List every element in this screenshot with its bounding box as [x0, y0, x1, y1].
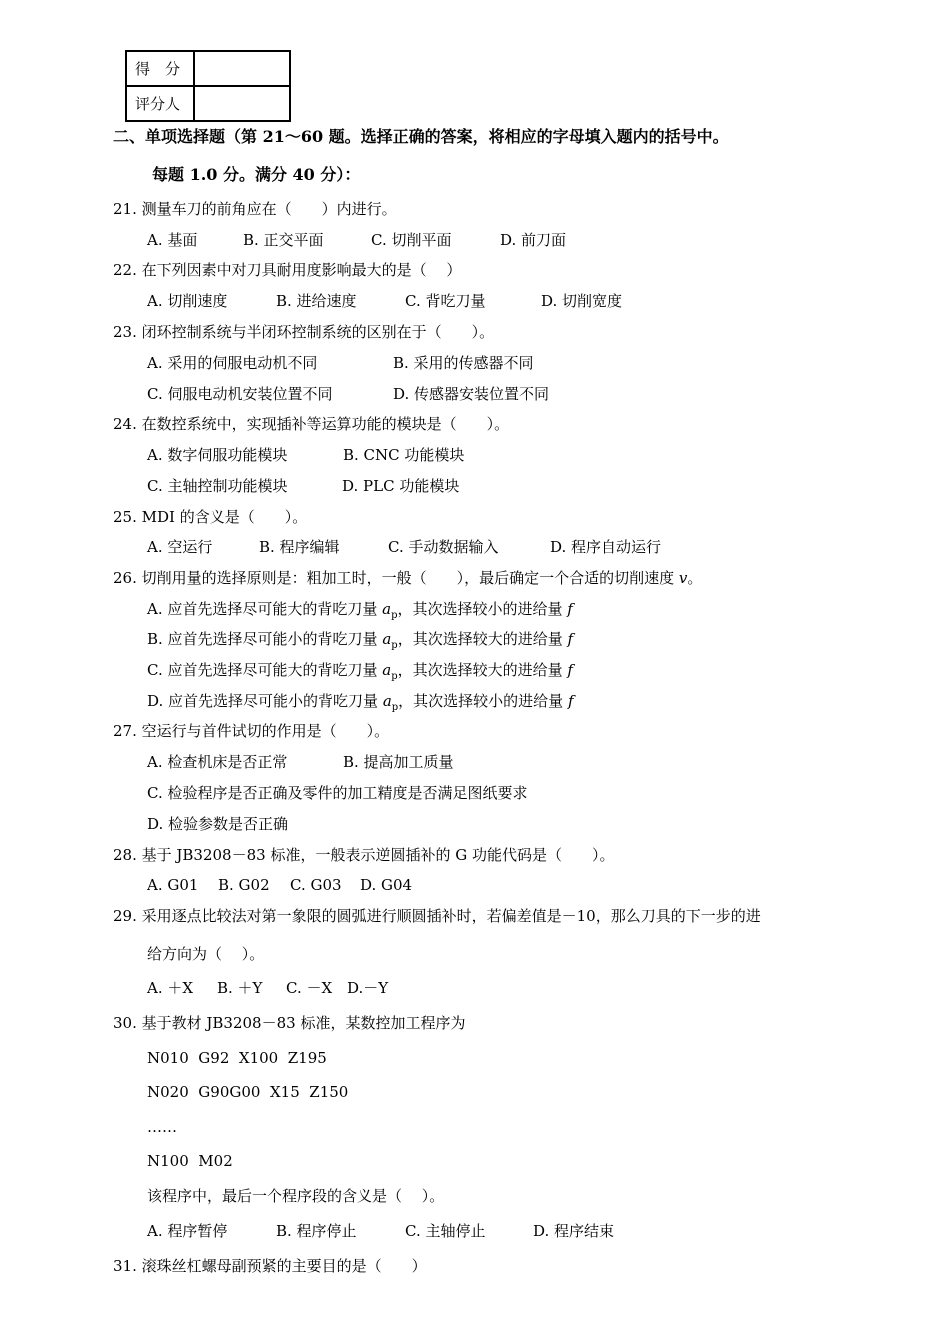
q24-option-b: B. CNC 功能模块	[343, 446, 465, 464]
q27-option-a: A. 检查机床是否正常	[147, 753, 288, 771]
q23-option-a: A. 采用的伺服电动机不同	[147, 354, 318, 372]
q25-option-a: A. 空运行	[147, 538, 213, 556]
section-heading: 二、单项选择题（第 21～60 题。选择正确的答案，将相应的字母填入题内的括号中。	[113, 127, 729, 146]
q23-option-c: C. 伺服电动机安装位置不同	[147, 385, 333, 403]
q26-option-c: C. 应首先选择尽可能大的背吃刀量 $a_p$，其次选择较大的进给量 f	[147, 661, 573, 682]
grader-value-field[interactable]	[194, 86, 290, 121]
q28-option-b: B. G02	[218, 876, 270, 894]
q28-option-c: C. G03	[290, 876, 342, 894]
score-label: 得 分	[126, 51, 194, 86]
q23-option-d: D. 传感器安装位置不同	[393, 385, 550, 403]
q29-option-a: A. ＋X	[147, 979, 194, 997]
q24-option-c: C. 主轴控制功能模块	[147, 477, 288, 495]
question-22-stem: 22. 在下列因素中对刀具耐用度影响最大的是（ ）	[113, 261, 462, 279]
question-27-stem: 27. 空运行与首件试切的作用是（ ）。	[113, 722, 390, 740]
q30-option-d: D. 程序结束	[533, 1222, 615, 1240]
q27-option-d: D. 检验参数是否正确	[147, 815, 289, 833]
q22-option-d: D. 切削宽度	[541, 292, 623, 310]
q26-option-a: A. 应首先选择尽可能大的背吃刀量 $a_p$，其次选择较小的进给量 f	[147, 600, 573, 621]
q30-code-line-4: N100 M02	[147, 1152, 233, 1170]
score-table	[125, 50, 291, 122]
q21-option-b: B. 正交平面	[243, 231, 324, 249]
q24-option-a: A. 数字伺服功能模块	[147, 446, 288, 464]
q28-option-a: A. G01	[147, 876, 199, 894]
q25-option-c: C. 手动数据输入	[388, 538, 499, 556]
grader-row	[126, 86, 290, 121]
q28-option-d: D. G04	[360, 876, 413, 894]
question-30-stem: 30. 基于教材 JB3208－83 标准，某数控加工程序为	[113, 1014, 466, 1032]
section-heading-scoring: 每题 1.0 分。满分 40 分）：	[152, 165, 361, 184]
question-21-stem: 21. 测量车刀的前角应在（ ）内进行。	[113, 200, 397, 218]
question-23-stem: 23. 闭环控制系统与半闭环控制系统的区别在于（ ）。	[113, 323, 495, 341]
q23-option-b: B. 采用的传感器不同	[393, 354, 534, 372]
question-25-stem: 25. MDI 的含义是（ ）。	[113, 508, 308, 526]
question-29-stem-continued: 给方向为（ ）。	[147, 945, 265, 963]
q22-option-a: A. 切削速度	[147, 292, 228, 310]
question-26-stem: 26. 切削用量的选择原则是：粗加工时，一般（ ），最后确定一个合适的切削速度 v。	[113, 569, 703, 587]
q30-option-c: C. 主轴停止	[405, 1222, 486, 1240]
grader-label: 评分人	[126, 86, 194, 121]
q29-option-b: B. ＋Y	[217, 979, 263, 997]
q22-option-c: C. 背吃刀量	[405, 292, 486, 310]
score-value-field[interactable]	[194, 51, 290, 86]
q27-option-b: B. 提高加工质量	[343, 753, 454, 771]
question-29-stem: 29. 采用逐点比较法对第一象限的圆弧进行顺圆插补时，若偏差值是－10，那么刀具的下一步的进	[113, 907, 761, 925]
q29-option-d: D.－Y	[347, 979, 389, 997]
q25-option-d: D. 程序自动运行	[550, 538, 662, 556]
q30-code-line-1: N010 G92 X100 Z195	[147, 1049, 327, 1067]
q30-code-line-2: N020 G90G00 X15 Z150	[147, 1083, 349, 1101]
q24-option-d: D. PLC 功能模块	[342, 477, 460, 495]
q30-option-a: A. 程序暂停	[147, 1222, 228, 1240]
q21-option-a: A. 基面	[147, 231, 198, 249]
question-30-prompt: 该程序中，最后一个程序段的含义是（ ）。	[147, 1187, 445, 1205]
q25-option-b: B. 程序编辑	[259, 538, 340, 556]
q22-option-b: B. 进给速度	[276, 292, 357, 310]
q30-code-ellipsis: ……	[147, 1118, 177, 1136]
q21-option-d: D. 前刀面	[500, 231, 567, 249]
q30-option-b: B. 程序停止	[276, 1222, 357, 1240]
q26-option-d: D. 应首先选择尽可能小的背吃刀量 $a_p$，其次选择较小的进给量 f	[147, 692, 574, 713]
question-24-stem: 24. 在数控系统中，实现插补等运算功能的模块是（ ）。	[113, 415, 510, 433]
question-31-stem: 31. 滚珠丝杠螺母副预紧的主要目的是（ ）	[113, 1257, 427, 1275]
q29-option-c: C. －X	[286, 979, 333, 997]
score-row	[126, 51, 290, 86]
q26-option-b: B. 应首先选择尽可能小的背吃刀量 $a_p$，其次选择较大的进给量 f	[147, 630, 574, 651]
question-28-stem: 28. 基于 JB3208－83 标准，一般表示逆圆插补的 G 功能代码是（ ）。	[113, 846, 615, 864]
q27-option-c: C. 检验程序是否正确及零件的加工精度是否满足图纸要求	[147, 784, 528, 802]
q21-option-c: C. 切削平面	[371, 231, 452, 249]
